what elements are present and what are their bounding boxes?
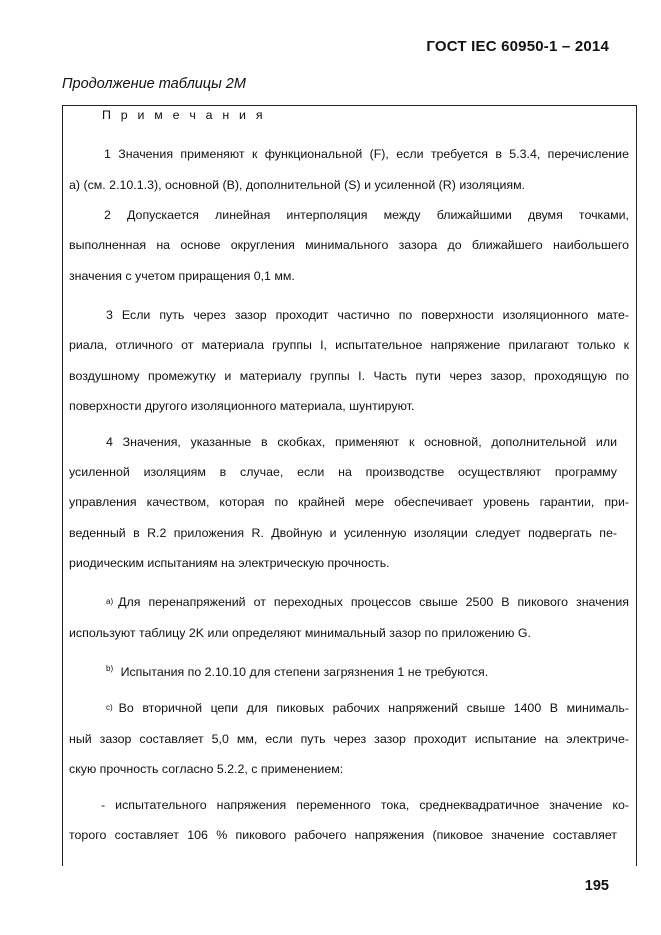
note-line: скую прочность согласно 5.2.2, с применением:	[69, 762, 344, 776]
note-line: риала, отличного от материала группы I, испытательное напряжение прилагают только к	[69, 338, 629, 352]
footnote-marker-a: a)	[106, 597, 114, 606]
note-line: 4 Значения, указанные в скобках, применяют к основной, дополнительной или	[106, 435, 617, 449]
note-line: выполненная на основе округления минимального зазора до ближайшего наибольшего	[69, 238, 629, 252]
page-number: 195	[584, 878, 609, 894]
note-line: 1 Значения применяют к функциональной (F), если требуется в 5.3.4, перечисление	[104, 147, 629, 161]
note-line: значения с учетом приращения 0,1 мм.	[69, 269, 295, 283]
note-line: торого составляет 106 % пикового рабочего напряжения (пиковое значение составляет	[69, 828, 617, 842]
notes-heading: П р и м е ч а н и я	[102, 108, 266, 122]
note-line: Испытания по 2.10.10 для степени загрязнения 1 не требуются.	[120, 665, 489, 679]
note-line: 2 Допускается линейная интерполяция между ближайшими двумя точками,	[104, 208, 629, 222]
footnote-marker-c: c)	[106, 703, 113, 712]
note-line: используют таблицу 2K или определяют минимальный зазор по приложению G.	[69, 626, 531, 640]
document-header-title: ГОСТ IEC 60950-1 – 2014	[426, 38, 609, 55]
footnote-marker-b: b)	[106, 664, 114, 673]
note-line: риодическим испытаниям на электрическую прочность.	[69, 556, 390, 570]
note-line: Во вторичной цепи для пиковых рабочих напряжений свыше 1400 В минималь-	[118, 701, 629, 715]
note-line: Для перенапряжений от переходных процессов свыше 2500 В пикового значения	[118, 595, 629, 609]
table-continuation-caption: Продолжение таблицы 2М	[62, 76, 246, 92]
note-line: - испытательного напряжения переменного тока, среднеквадратичное значение ко-	[101, 798, 629, 812]
note-line: веденный в R.2 приложения R. Двойную и усиленную изоляции следует подвергать пе-	[69, 526, 617, 540]
note-line: управления качеством, которая по крайней мере обеспечивает уровень гарантии, при-	[69, 495, 629, 509]
note-line: ный зазор составляет 5,0 мм, если путь через зазор проходит испытание на электриче-	[69, 732, 629, 746]
footnote-a	[106, 594, 629, 610]
note-line: а) (см. 2.10.1.3), основной (В), дополнительной (S) и усиленной (R) изоляциям.	[69, 178, 526, 192]
note-line: воздушному промежутку и материалу группы I. Часть пути через зазор, проходящую по	[69, 369, 629, 383]
footnote-c	[106, 700, 629, 716]
footnote-b	[106, 661, 488, 680]
note-line: 3 Если путь через зазор проходит частично по поверхности изоляционного мате-	[106, 308, 629, 322]
note-line: поверхности другого изоляционного материала, шунтируют.	[69, 399, 415, 413]
note-line: усиленной изоляциям в случае, если на производстве осуществляют программу	[69, 465, 617, 479]
